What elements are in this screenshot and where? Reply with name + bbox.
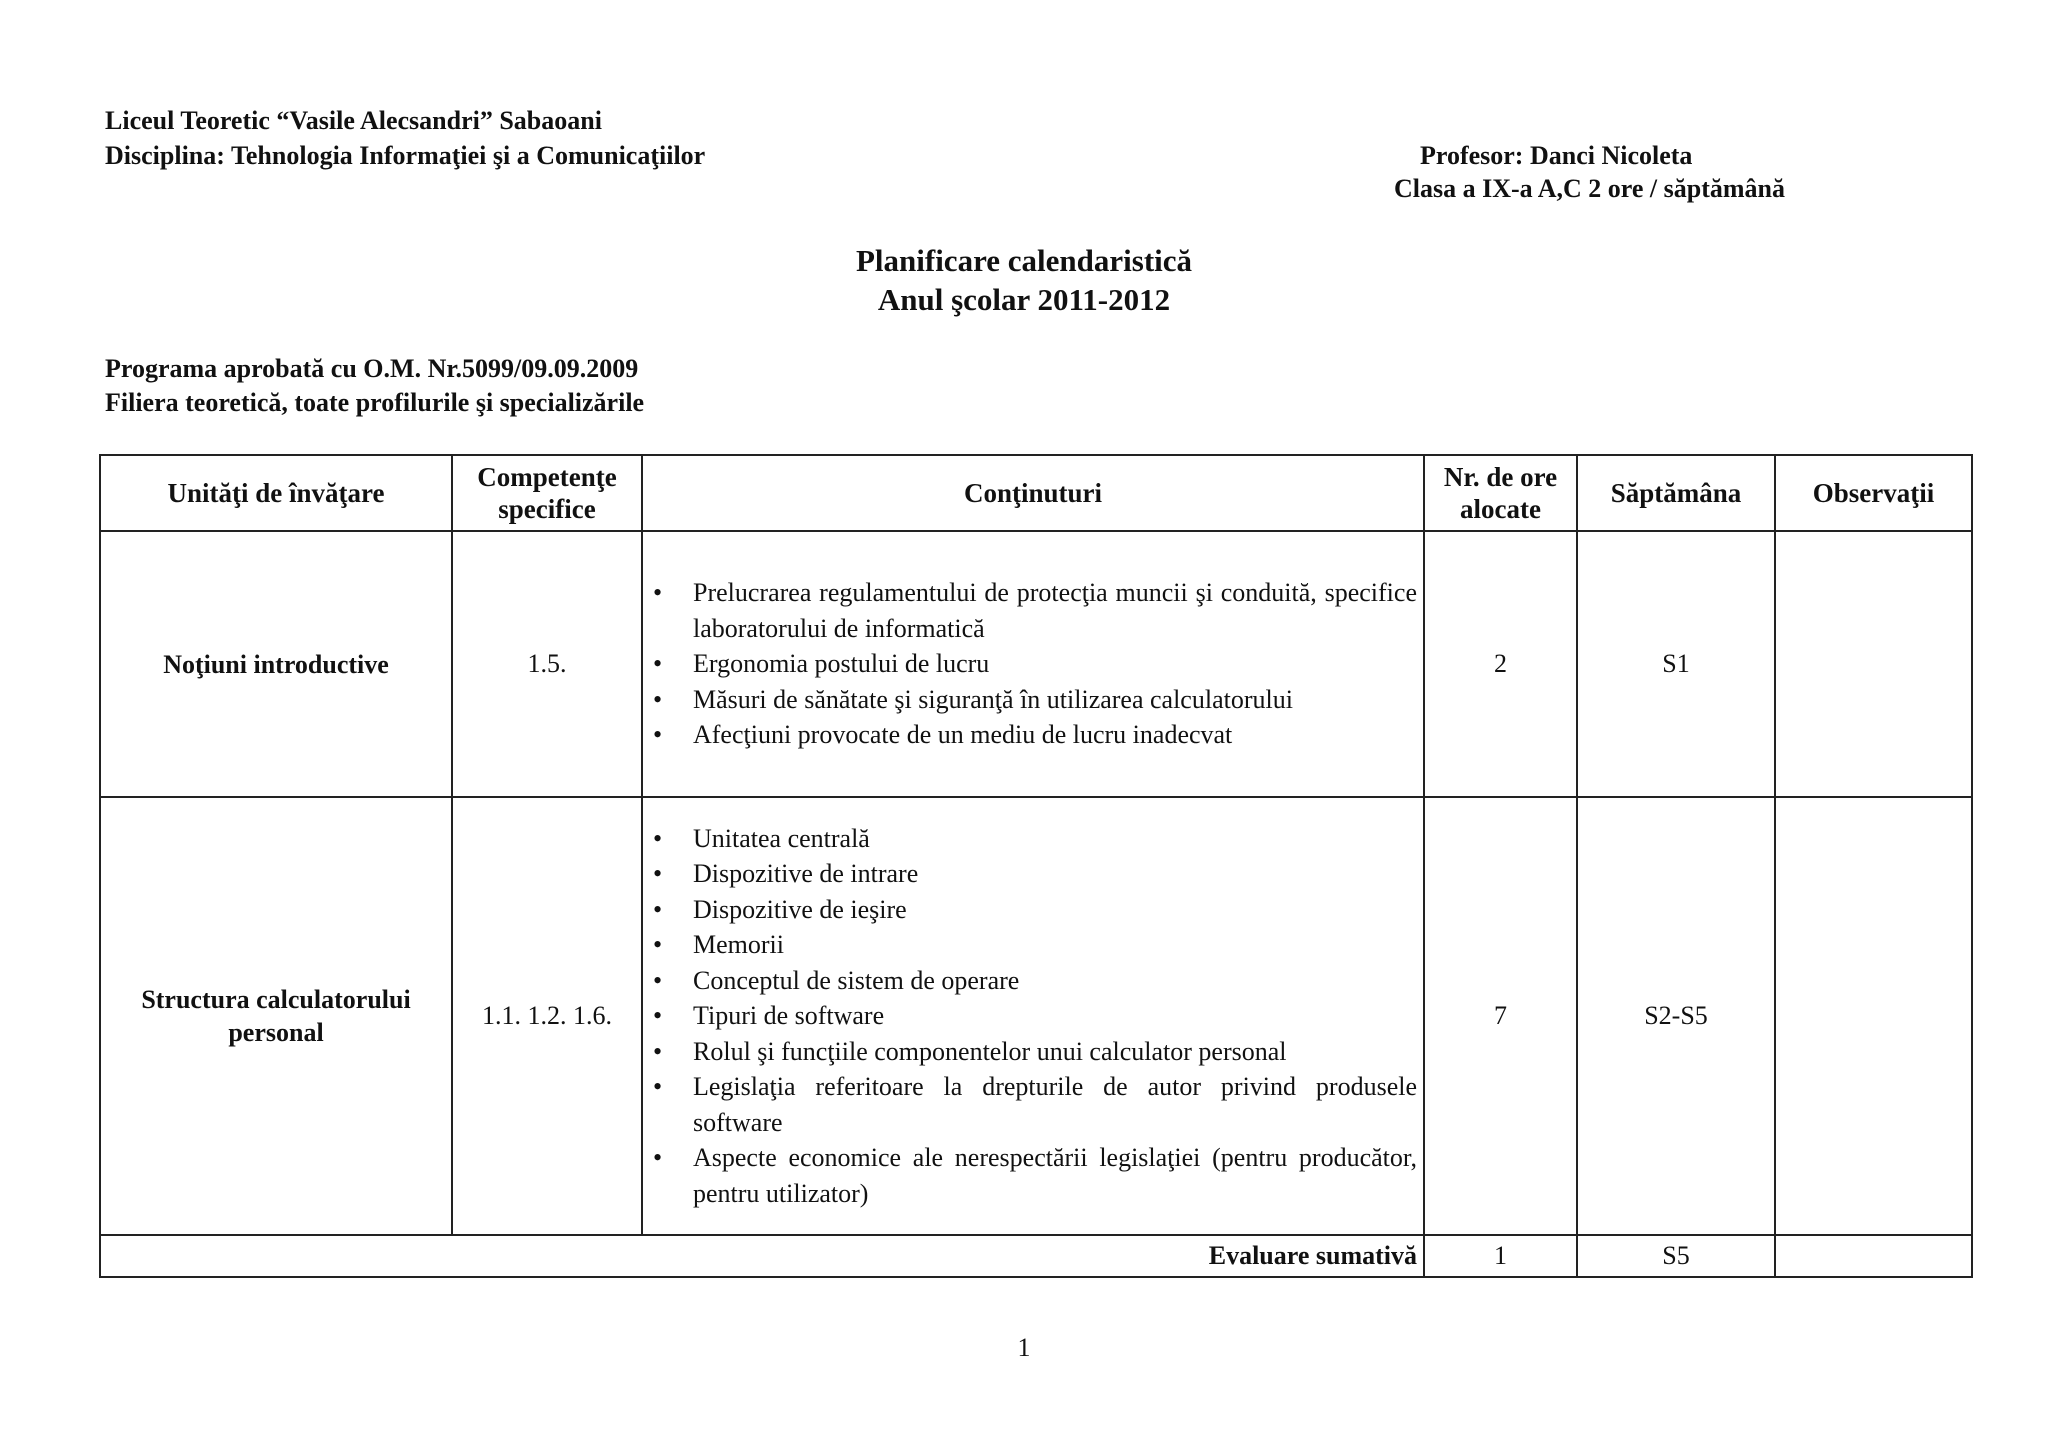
- list-item: • Aspecte economice ale nerespectării legislaţiei (pentru producător, pentru utilizator): [649, 1140, 1417, 1211]
- table-header-row: [100, 455, 1972, 531]
- unit-cell: Structura calculatorului personal: [100, 797, 452, 1235]
- notes-cell: [1775, 797, 1972, 1235]
- list-item: • Ergonomia postului de lucru: [649, 646, 1417, 682]
- list-item: • Prelucrarea regulamentului de protecţia muncii şi conduită, specifice laboratorului de informatică: [649, 575, 1417, 646]
- school-year: Anul şcolar 2011-2012: [877, 282, 1171, 317]
- planning-table: [99, 454, 1973, 1278]
- header-week: Săptămâna: [1577, 455, 1775, 531]
- table-row: [100, 531, 1972, 797]
- contents-list: [649, 575, 1417, 753]
- notes-cell: [1775, 531, 1972, 797]
- hours-cell: 7: [1424, 797, 1577, 1235]
- competences-cell: 1.5.: [452, 531, 642, 797]
- week-cell: S1: [1577, 531, 1775, 797]
- contents-cell: [642, 797, 1424, 1235]
- header-competences: Competenţe specifice: [452, 455, 642, 531]
- program-approval: Programa aprobată cu O.M. Nr.5099/09.09.2009: [105, 354, 639, 383]
- list-item: • Memorii: [649, 927, 1417, 963]
- competences-cell: 1.1. 1.2. 1.6.: [452, 797, 642, 1235]
- week-cell: S2-S5: [1577, 797, 1775, 1235]
- evaluation-week: S5: [1577, 1235, 1775, 1277]
- discipline: Disciplina: Tehnologia Informaţiei şi a Comunicaţiilor: [105, 141, 706, 170]
- header-unit: Unităţi de învăţare: [100, 455, 452, 531]
- list-item: • Dispozitive de ieşire: [649, 892, 1417, 928]
- header-contents: Conţinuturi: [642, 455, 1424, 531]
- list-item: • Rolul şi funcţiile componentelor unui calculator personal: [649, 1034, 1417, 1070]
- list-item: • Conceptul de sistem de operare: [649, 963, 1417, 999]
- header-hours: Nr. de ore alocate: [1424, 455, 1577, 531]
- header-notes: Observaţii: [1775, 455, 1972, 531]
- teacher-name: Profesor: Danci Nicoleta: [1420, 141, 1693, 170]
- contents-list: [649, 821, 1417, 1212]
- contents-cell: [642, 531, 1424, 797]
- list-item: • Afecţiuni provocate de un mediu de lucru inadecvat: [649, 717, 1417, 753]
- school-name: Liceul Teoretic “Vasile Alecsandri” Sabaoani: [105, 106, 602, 135]
- unit-cell: Noţiuni introductive: [100, 531, 452, 797]
- evaluation-label: Evaluare sumativă: [100, 1235, 1424, 1277]
- evaluation-notes: [1775, 1235, 1972, 1277]
- list-item: • Dispozitive de intrare: [649, 856, 1417, 892]
- page-number: 1: [1017, 1333, 1031, 1362]
- program-track: Filiera teoretică, toate profilurile şi specializările: [105, 388, 645, 417]
- evaluation-hours: 1: [1424, 1235, 1577, 1277]
- class-info: Clasa a IX-a A,C 2 ore / săptămână: [1394, 174, 1785, 203]
- list-item: • Măsuri de sănătate şi siguranţă în utilizarea calculatorului: [649, 682, 1417, 718]
- document-title: Planificare calendaristică: [855, 243, 1193, 278]
- list-item: • Legislaţia referitoare la drepturile de autor privind produsele software: [649, 1069, 1417, 1140]
- evaluation-row: [100, 1235, 1972, 1277]
- hours-cell: 2: [1424, 531, 1577, 797]
- list-item: • Tipuri de software: [649, 998, 1417, 1034]
- table-row: [100, 797, 1972, 1235]
- list-item: • Unitatea centrală: [649, 821, 1417, 857]
